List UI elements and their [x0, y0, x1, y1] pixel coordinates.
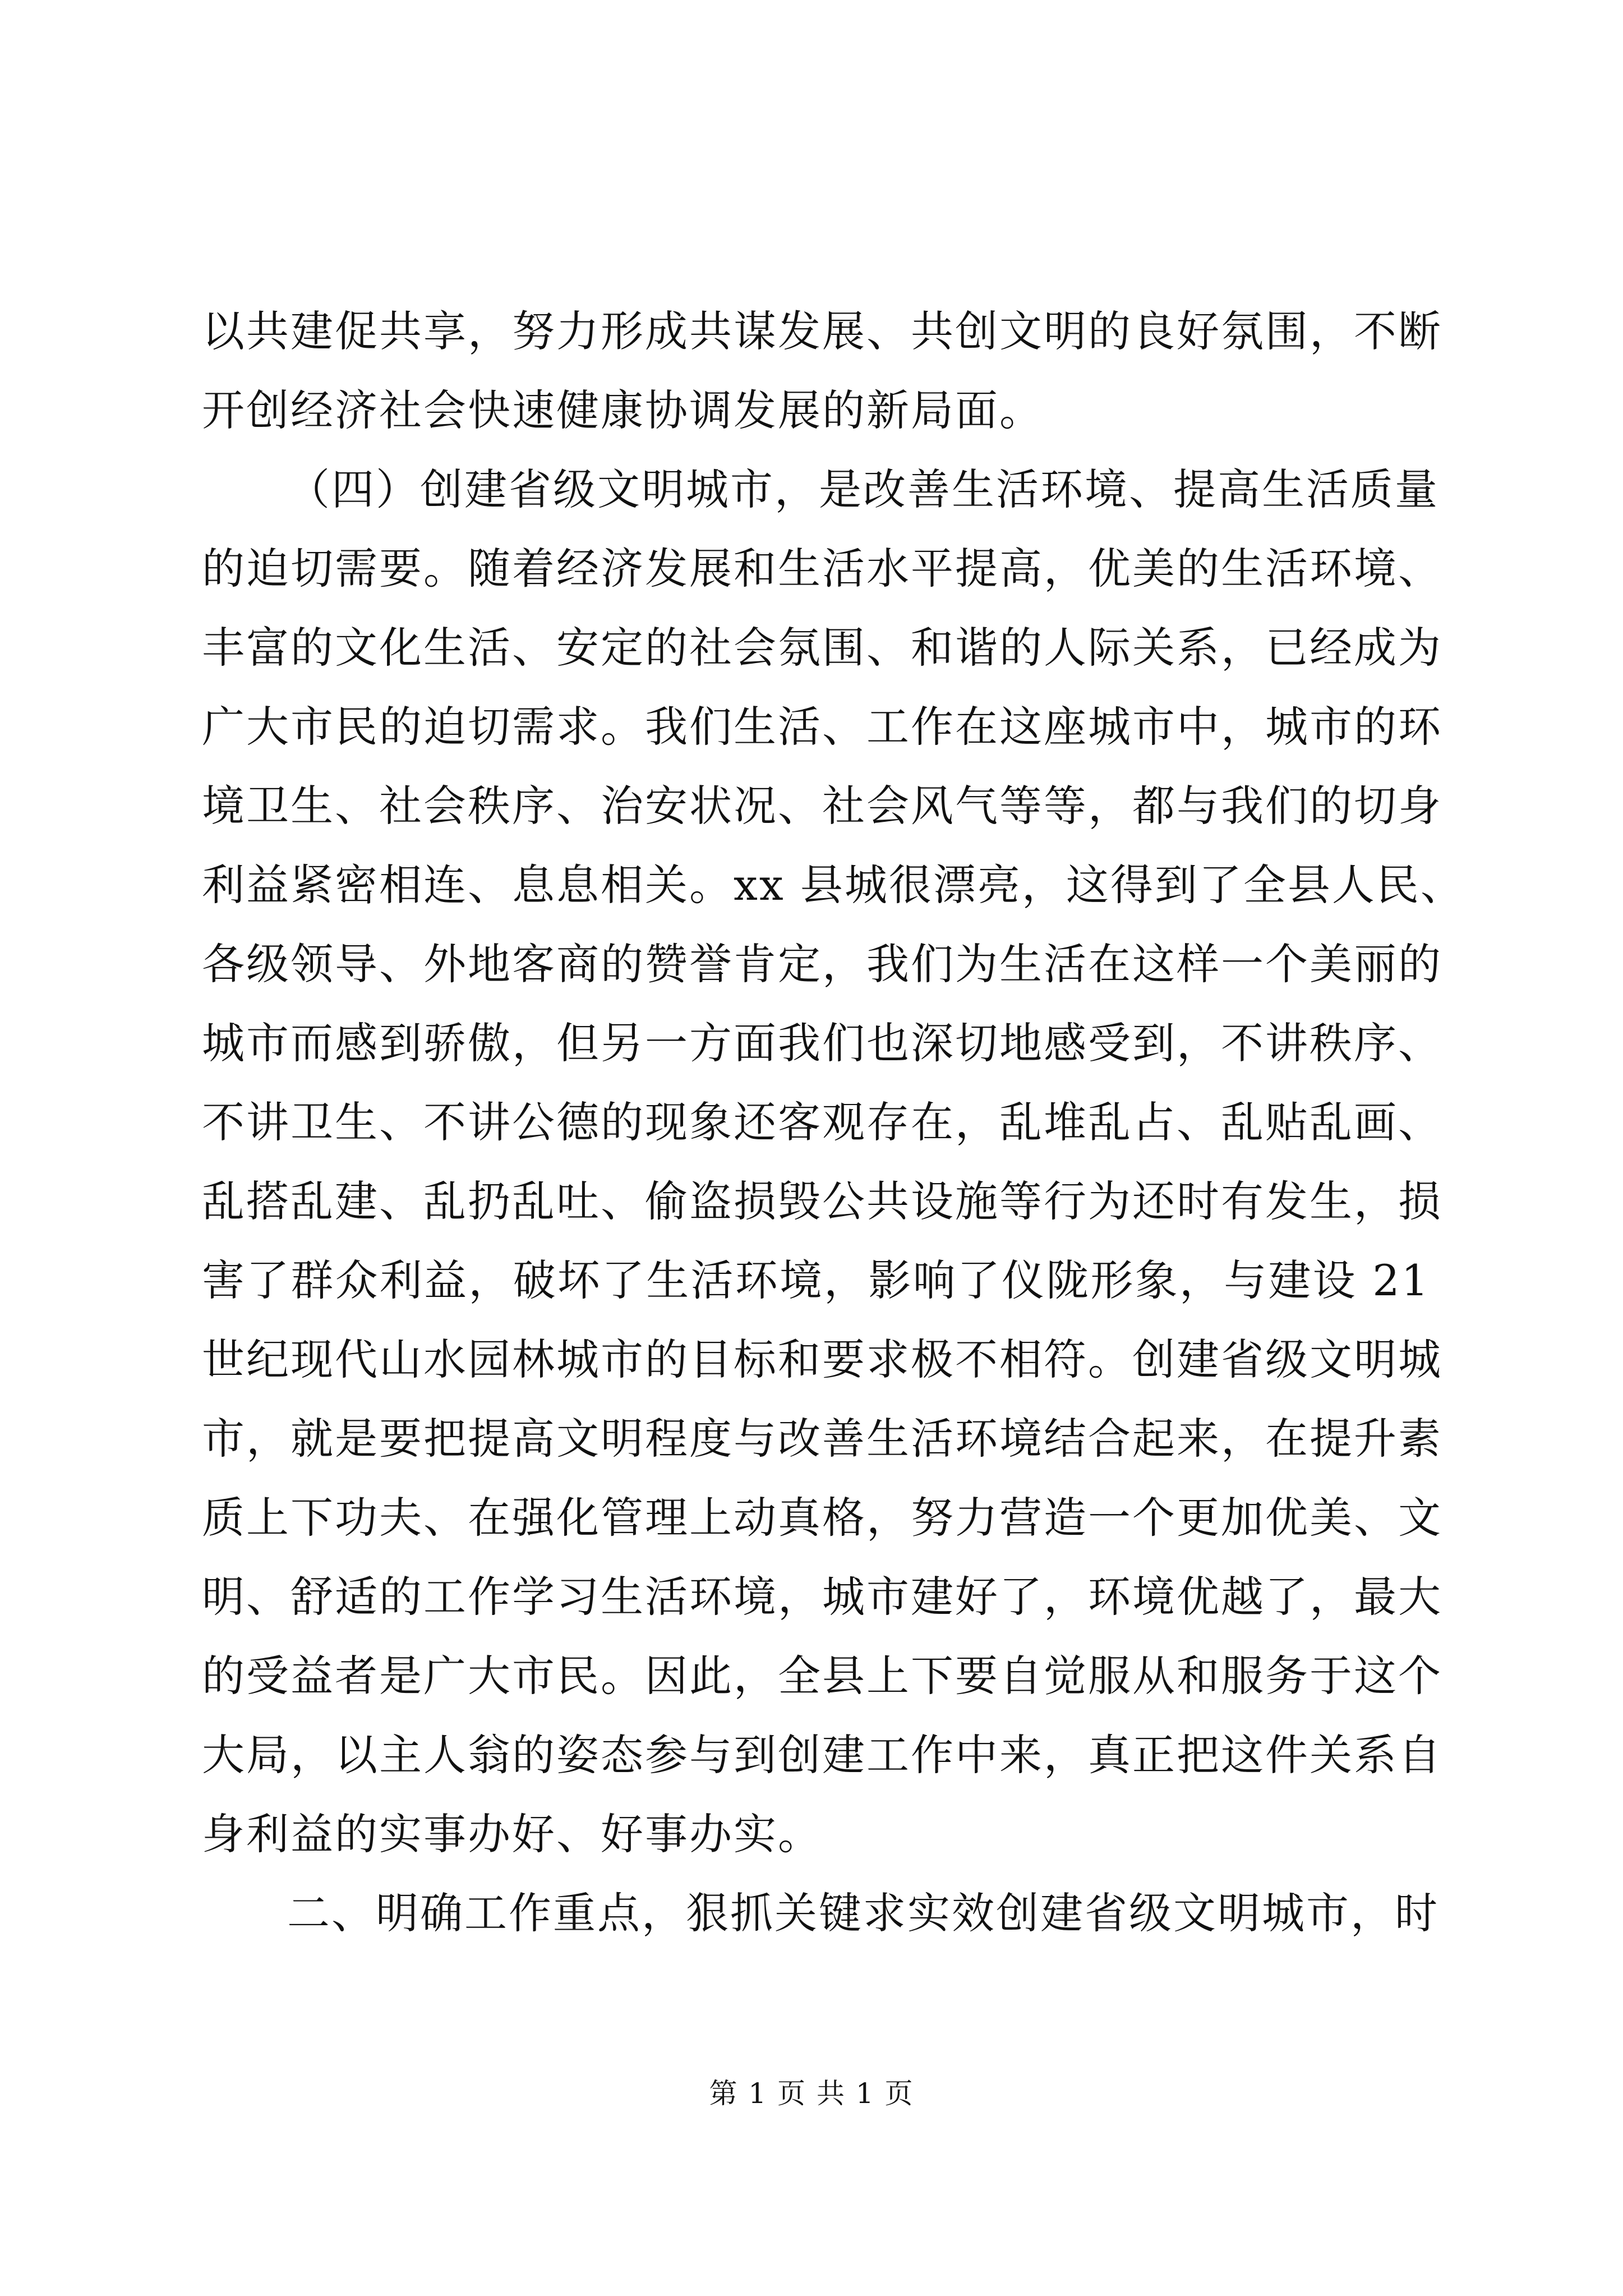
text-line: （四）创建省级文明城市，是改善生活环境、提高生活质量 — [287, 464, 1439, 514]
body-text — [202, 292, 1465, 1953]
page-number-label: 第 1 页 共 1 页 — [709, 2077, 914, 2110]
text-line: 的迫切需要。随着经济发展和生活水平提高，优美的生活环境、 — [202, 544, 1442, 593]
text-line: 丰富的文化生活、安定的社会氛围、和谐的人际关系，已经成为 — [202, 623, 1442, 673]
text-line: 大局，以主人翁的姿态参与到创建工作中来，真正把这件关系自 — [202, 1730, 1442, 1780]
text-line: 害了群众利益，破坏了生活环境，影响了仪陇形象，与建设 21 — [202, 1255, 1430, 1305]
text-line: 各级领导、外地客商的赞誉肯定，我们为生活在这样一个美丽的 — [202, 939, 1442, 989]
text-line: 世纪现代山水园林城市的目标和要求极不相符。创建省级文明城 — [202, 1335, 1442, 1384]
text-line: 利益紧密相连、息息相关。xx 县城很漂亮，这得到了全县人民、 — [202, 860, 1465, 910]
text-line: 身利益的实事办好、好事办实。 — [202, 1809, 822, 1859]
text-line: 城市而感到骄傲，但另一方面我们也深切地感受到，不讲秩序、 — [202, 1018, 1442, 1068]
text-line: 市，就是要把提高文明程度与改善生活环境结合起来，在提升素 — [202, 1414, 1442, 1464]
text-line: 的受益者是广大市民。因此，全县上下要自觉服从和服务于这个 — [202, 1651, 1442, 1701]
text-line: 乱搭乱建、乱扔乱吐、偷盗损毁公共设施等行为还时有发生，损 — [202, 1176, 1442, 1226]
text-line: 以共建促共享，努力形成共谋发展、共创文明的良好氛围，不断 — [202, 306, 1442, 356]
text-line: 广大市民的迫切需求。我们生活、工作在这座城市中，城市的环 — [202, 702, 1442, 752]
text-line: 二、明确工作重点，狠抓关键求实效创建省级文明城市，时 — [287, 1888, 1439, 1938]
text-line: 不讲卫生、不讲公德的现象还客观存在，乱堆乱占、乱贴乱画、 — [202, 1097, 1442, 1147]
text-line: 境卫生、社会秩序、治安状况、社会风气等等，都与我们的切身 — [202, 781, 1442, 831]
text-line: 质上下功夫、在强化管理上动真格，努力营造一个更加优美、文 — [202, 1493, 1442, 1543]
text-line: 开创经济社会快速健康协调发展的新局面。 — [202, 385, 1044, 435]
text-line: 明、舒适的工作学习生活环境，城市建好了，环境优越了，最大 — [202, 1572, 1442, 1622]
page-footer — [0, 2077, 1623, 2110]
